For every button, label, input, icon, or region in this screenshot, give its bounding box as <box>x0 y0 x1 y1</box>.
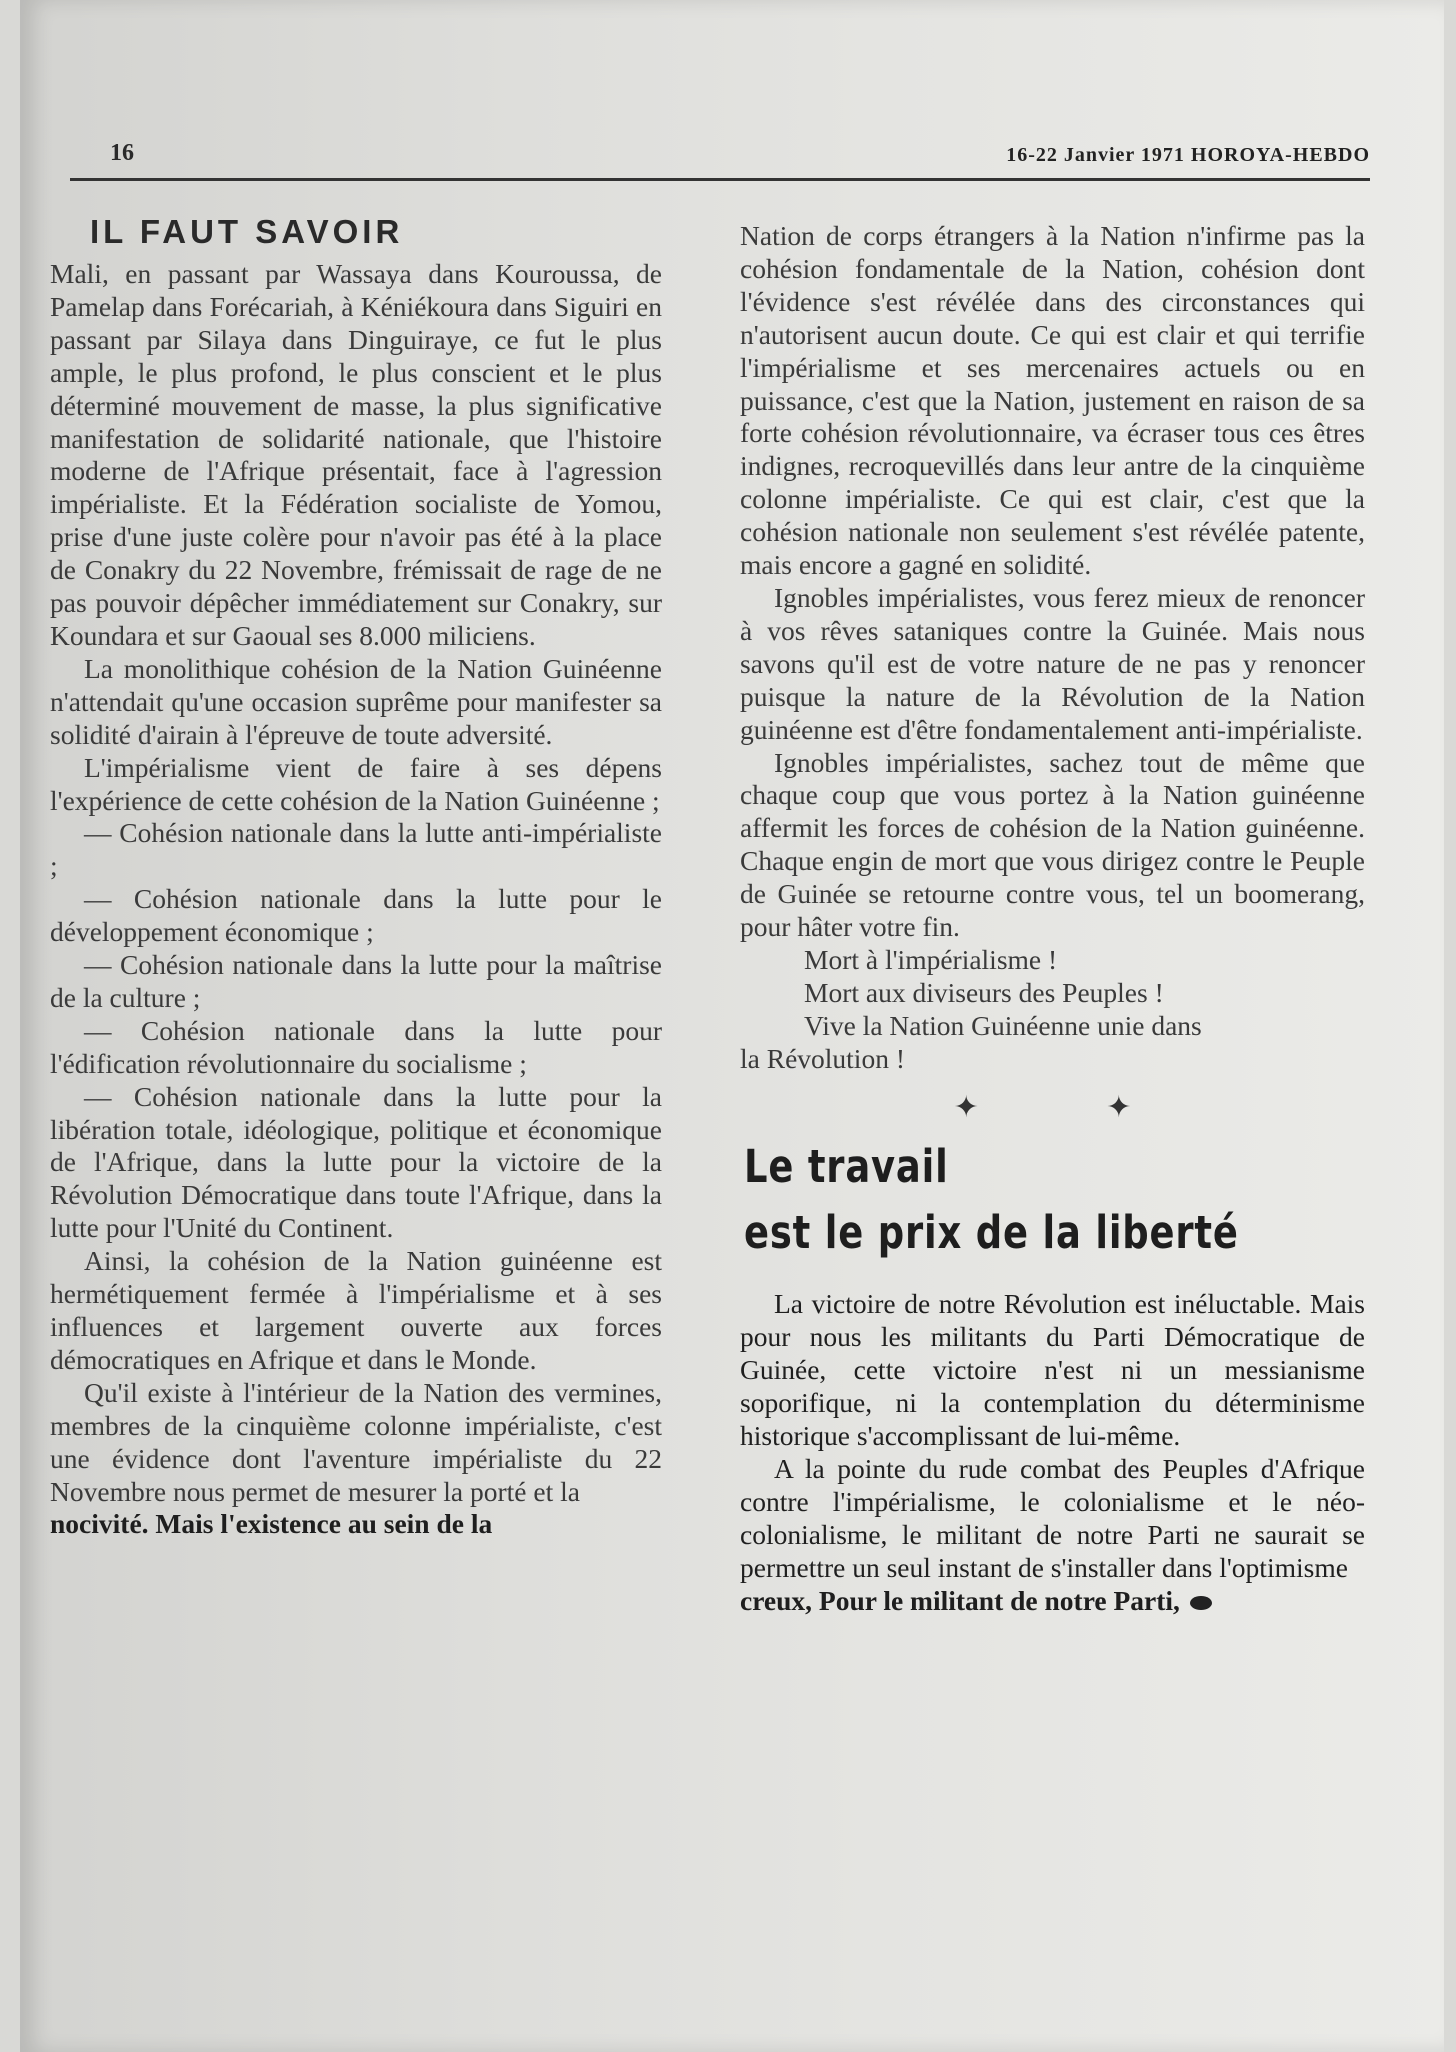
paragraph: Nation de corps étrangers à la Nation n'infirme pas la cohésion fondamentale de la Nation, cohésion dont l'évidence s'est révélée dans des circonstances qui n'autorisent aucun doute. Ce qui est clair et qui terrifie l'impérialisme et ses mercenaires actuels ou en puissance, c'est que la Nation, justement en raison de sa forte cohésion révolutionnaire, va écraser tous ces êtres indignes, recroquevillés dans leur antre de la cinquième colonne impérialiste. Ce qui est clair, c'est que la cohésion nationale non seulement s'est révélée patente, mais encore a gagné en solidité. <box>740 220 1365 581</box>
slogan: Mort à l'impérialisme ! <box>804 943 1058 975</box>
right-column <box>740 220 1365 1618</box>
paragraph: Mali, en passant par Wassaya dans Kouroussa, de Pamelap dans Forécariah, à Kéniékoura dans Siguiri en passant par Silaya dans Dinguiraye, ce fut le plus ample, le plus profond, le plus conscient et le plus déterminé mouvement de masse, la plus significative manifestation de solidarité nationale, que l'histoire moderne de l'Afrique présentait, face à l'agression impérialiste. Et la Fédération socialiste de Yomou, prise d'une juste colère pour n'avoir pas été à la place de Conakry du 22 Novembre, frémissait de rage de ne pas pouvoir dépêcher immédiatement sur Conakry, sur Koundara et sur Gaoual ses 8.000 miliciens. <box>50 258 662 651</box>
article-title <box>744 1134 1253 1266</box>
paragraph: Qu'il existe à l'intérieur de la Nation des vermines, membres de la cinquième colonne impérialiste, c'est une évidence dont l'aventure impérialiste du 22 Novembre nous permet de mesurer la porté et la <box>50 1376 662 1507</box>
header-rule <box>70 178 1370 181</box>
newspaper-page <box>20 0 1444 2052</box>
page-number: 16 <box>110 140 134 166</box>
slogan: Vive la Nation Guinéenne unie dans <box>804 1009 1202 1041</box>
paragraph: Ignobles impérialistes, sachez tout de même que chaque coup que vous portez à la Nation guinéenne affermit les forces de cohésion de la Nation guinéenne. Chaque engin de mort que vous dirigez contre le Peuple de Guinée se retourne contre vous, tel un boomerang, pour hâter votre fin. <box>740 746 1365 943</box>
continuation-dot-icon <box>1190 1596 1212 1610</box>
paragraph: La victoire de notre Révolution est inéluctable. Mais pour nous les militants du Parti Démocratique de Guinée, cette victoire n'est ni un messianisme soporifique, ni la contemplation du déterminisme historique s'accomplissant de lui-même. <box>740 1288 1365 1452</box>
star-separator-icon: ✦ ✦ <box>953 1090 1192 1124</box>
slogan: Mort aux diviseurs des Peuples ! <box>804 976 1164 1008</box>
list-item: — Cohésion nationale dans la lutte pour la libération totale, idéologique, politique et économique de l'Afrique, dans la lutte pour la victoire de la Révolution Démocratique dans toute l'Afrique, dans la lutte pour l'Unité du Continent. <box>50 1080 662 1244</box>
paragraph: La monolithique cohésion de la Nation Guinéenne n'attendait qu'une occasion suprême pour manifester sa solidité d'airain à l'épreuve de toute adversité. <box>50 652 662 750</box>
article-title-line: Le travail <box>744 1140 949 1194</box>
paragraph-end-line <box>740 1585 1365 1618</box>
list-item: — Cohésion nationale dans la lutte anti-impérialiste ; <box>50 817 662 882</box>
paragraph: Ignobles impérialistes, vous ferez mieux de renoncer à vos rêves sataniques contre la Guinée. Mais nous savons qu'il est de votre nature de ne pas y renoncer puisque la nature de la Révolution de la Nation guinéenne est d'être fondamentalement anti-impérialiste. <box>740 581 1365 745</box>
list-item: — Cohésion nationale dans la lutte pour le développement économique ; <box>50 883 662 948</box>
paragraph: L'impérialisme vient de faire à ses dépens l'expérience de cette cohésion de la Nation Guinéenne ; <box>50 751 662 816</box>
list-item: — Cohésion nationale dans la lutte pour la maîtrise de la culture ; <box>50 949 662 1013</box>
list-item: — Cohésion nationale dans la lutte pour l'édification révolutionnaire du socialisme ; <box>50 1014 662 1079</box>
paragraph: A la pointe du rude combat des Peuples d'Afrique contre l'impérialisme, le colonialisme et le néo-colonialisme, le militant de notre Parti ne saurait se permettre un seul instant de s'installer dans l'optimisme <box>740 1453 1365 1583</box>
paragraph-end-line: nocivité. Mais l'existence au sein de la <box>50 1508 493 1540</box>
issue-date-masthead: 16-22 Janvier 1971 HOROYA-HEBDO <box>1006 144 1370 166</box>
slogan-end: la Révolution ! <box>740 1042 905 1074</box>
left-column <box>50 212 662 1541</box>
paragraph: Ainsi, la cohésion de la Nation guinéenne est hermétiquement fermée à l'impérialisme et à ses influences et largement ouverte aux forces démocratiques en Afrique et dans le Monde. <box>50 1245 662 1375</box>
headline-il-faut-savoir: IL FAUT SAVOIR <box>90 213 404 250</box>
article-title-line: est le prix de la liberté <box>744 1206 1239 1260</box>
paragraph-end-text: creux, Pour le militant de notre Parti, <box>740 1584 1180 1616</box>
